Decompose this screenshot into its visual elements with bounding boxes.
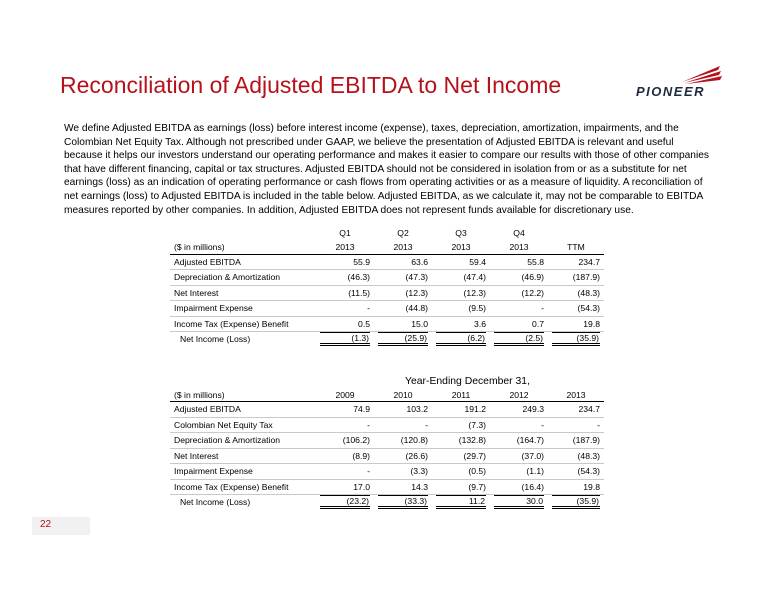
- cell: 249.3: [490, 402, 548, 418]
- cell: (46.3): [316, 270, 374, 286]
- quarter-header: Q3: [455, 228, 467, 239]
- pioneer-logo: [636, 62, 722, 102]
- cell: 0.5: [316, 316, 374, 332]
- cell: (48.3): [548, 285, 604, 301]
- cell: (47.4): [432, 270, 490, 286]
- cell: (187.9): [548, 270, 604, 286]
- table-row: [170, 402, 604, 418]
- annual-table: [170, 388, 604, 510]
- total-row: [170, 332, 604, 347]
- column-header: 2013: [374, 241, 432, 255]
- total-cell: 11.2: [436, 495, 486, 509]
- column-header: 2009: [316, 388, 374, 402]
- cell: (48.3): [548, 448, 604, 464]
- cell: -: [548, 417, 604, 433]
- cell: (16.4): [490, 479, 548, 495]
- row-label: Net Interest: [170, 285, 316, 301]
- empty-cell: [170, 226, 316, 241]
- cell: (11.5): [316, 285, 374, 301]
- column-header: 2013: [432, 241, 490, 255]
- total-cell: (2.5): [494, 332, 544, 346]
- cell: 63.6: [374, 254, 432, 270]
- column-header: 2013: [490, 241, 548, 255]
- cell: (29.7): [432, 448, 490, 464]
- cell: (44.8): [374, 301, 432, 317]
- unit-label: ($ in millions): [170, 388, 316, 402]
- annual-table-caption: Year-Ending December 31,: [405, 376, 530, 387]
- cell: (1.1): [490, 464, 548, 480]
- cell: 19.8: [548, 316, 604, 332]
- cell: (12.2): [490, 285, 548, 301]
- cell: 74.9: [316, 402, 374, 418]
- cell: (187.9): [548, 433, 604, 449]
- cell: (8.9): [316, 448, 374, 464]
- row-label: Adjusted EBITDA: [170, 254, 316, 270]
- total-label: Net Income (Loss): [180, 334, 251, 345]
- cell: -: [316, 417, 374, 433]
- column-header: 2012: [490, 388, 548, 402]
- quarter-header: Q1: [339, 228, 351, 239]
- cell: 234.7: [548, 254, 604, 270]
- unit-label: ($ in millions): [170, 241, 316, 255]
- cell: (120.8): [374, 433, 432, 449]
- total-cell: (25.9): [378, 332, 428, 346]
- cell: (9.7): [432, 479, 490, 495]
- table-row: [170, 316, 604, 332]
- cell: (47.3): [374, 270, 432, 286]
- column-header: 2013: [316, 241, 374, 255]
- column-header: TTM: [548, 241, 604, 255]
- row-label: Income Tax (Expense) Benefit: [170, 479, 316, 495]
- cell: (46.9): [490, 270, 548, 286]
- intro-paragraph: We define Adjusted EBITDA as earnings (loss) before interest income (expense), taxes, depreciation, amortization, impairments, and the Colombian Net Equity Tax. Although not prescribed under GAAP, we believe the presentation of Adjusted EBITDA is relevant and useful because it helps our investors understand our operating performance and makes it easier to compare our results with those of other companies that have different financing, capital or tax structures. Adjusted EBITDA should not be considered in isolation from or as a substitute for net earnings (loss) as an indication of operating performance or cash flows from operating activities or as a measure of liquidity. A reconciliation of net earnings (loss) to Adjusted EBITDA is included in the table below. Adjusted EBITDA, as we calculate it, may not be comparable to EBITDA measures reported by other companies. In addition, Adjusted EBITDA does not represent funds available for discretionary use.: [64, 123, 709, 216]
- total-row: [170, 495, 604, 510]
- table-row: [170, 285, 604, 301]
- cell: (7.3): [432, 417, 490, 433]
- cell: 55.9: [316, 254, 374, 270]
- cell: (132.8): [432, 433, 490, 449]
- table-row: [170, 254, 604, 270]
- cell: (37.0): [490, 448, 548, 464]
- quarter-header: Q2: [397, 228, 409, 239]
- cell: 3.6: [432, 316, 490, 332]
- cell: -: [374, 417, 432, 433]
- cell: (12.3): [374, 285, 432, 301]
- cell: 0.7: [490, 316, 548, 332]
- cell: (54.3): [548, 464, 604, 480]
- total-label: Net Income (Loss): [180, 497, 251, 508]
- cell: (54.3): [548, 301, 604, 317]
- cell: 14.3: [374, 479, 432, 495]
- cell: (164.7): [490, 433, 548, 449]
- cell: -: [316, 301, 374, 317]
- cell: -: [490, 301, 548, 317]
- table-row: [170, 464, 604, 480]
- row-label: Colombian Net Equity Tax: [170, 417, 316, 433]
- quarter-header: [548, 226, 604, 241]
- total-cell: (33.3): [378, 495, 428, 509]
- column-header: 2013: [548, 388, 604, 402]
- column-header: 2010: [374, 388, 432, 402]
- logo-text: PIONEER: [636, 84, 706, 99]
- quarter-header: Q4: [513, 228, 525, 239]
- row-label: Depreciation & Amortization: [170, 433, 316, 449]
- cell: 191.2: [432, 402, 490, 418]
- total-cell: (23.2): [320, 495, 370, 509]
- table-row: [170, 448, 604, 464]
- total-cell: 30.0: [494, 495, 544, 509]
- table-row: [170, 433, 604, 449]
- cell: (9.5): [432, 301, 490, 317]
- cell: 17.0: [316, 479, 374, 495]
- row-label: Income Tax (Expense) Benefit: [170, 316, 316, 332]
- cell: 15.0: [374, 316, 432, 332]
- quarterly-table: [170, 226, 604, 347]
- cell: 103.2: [374, 402, 432, 418]
- page-number: 22: [40, 519, 52, 530]
- total-cell: (6.2): [436, 332, 486, 346]
- cell: (26.6): [374, 448, 432, 464]
- cell: -: [490, 417, 548, 433]
- column-header: 2011: [432, 388, 490, 402]
- table-row: [170, 270, 604, 286]
- row-label: Depreciation & Amortization: [170, 270, 316, 286]
- logo-swoosh-icon: [680, 62, 722, 84]
- cell: 19.8: [548, 479, 604, 495]
- cell: (12.3): [432, 285, 490, 301]
- page-title: Reconciliation of Adjusted EBITDA to Net Income: [60, 72, 562, 98]
- total-cell: (35.9): [552, 332, 600, 346]
- row-label: Impairment Expense: [170, 464, 316, 480]
- row-label: Adjusted EBITDA: [170, 402, 316, 418]
- cell: (3.3): [374, 464, 432, 480]
- total-cell: (35.9): [552, 495, 600, 509]
- row-label: Net Interest: [170, 448, 316, 464]
- cell: -: [316, 464, 374, 480]
- cell: (0.5): [432, 464, 490, 480]
- cell: 55.8: [490, 254, 548, 270]
- table-row: [170, 479, 604, 495]
- row-label: Impairment Expense: [170, 301, 316, 317]
- table-row: [170, 417, 604, 433]
- total-cell: (1.3): [320, 332, 370, 346]
- page-number-box: [32, 517, 90, 535]
- cell: (106.2): [316, 433, 374, 449]
- cell: 234.7: [548, 402, 604, 418]
- table-row: [170, 301, 604, 317]
- cell: 59.4: [432, 254, 490, 270]
